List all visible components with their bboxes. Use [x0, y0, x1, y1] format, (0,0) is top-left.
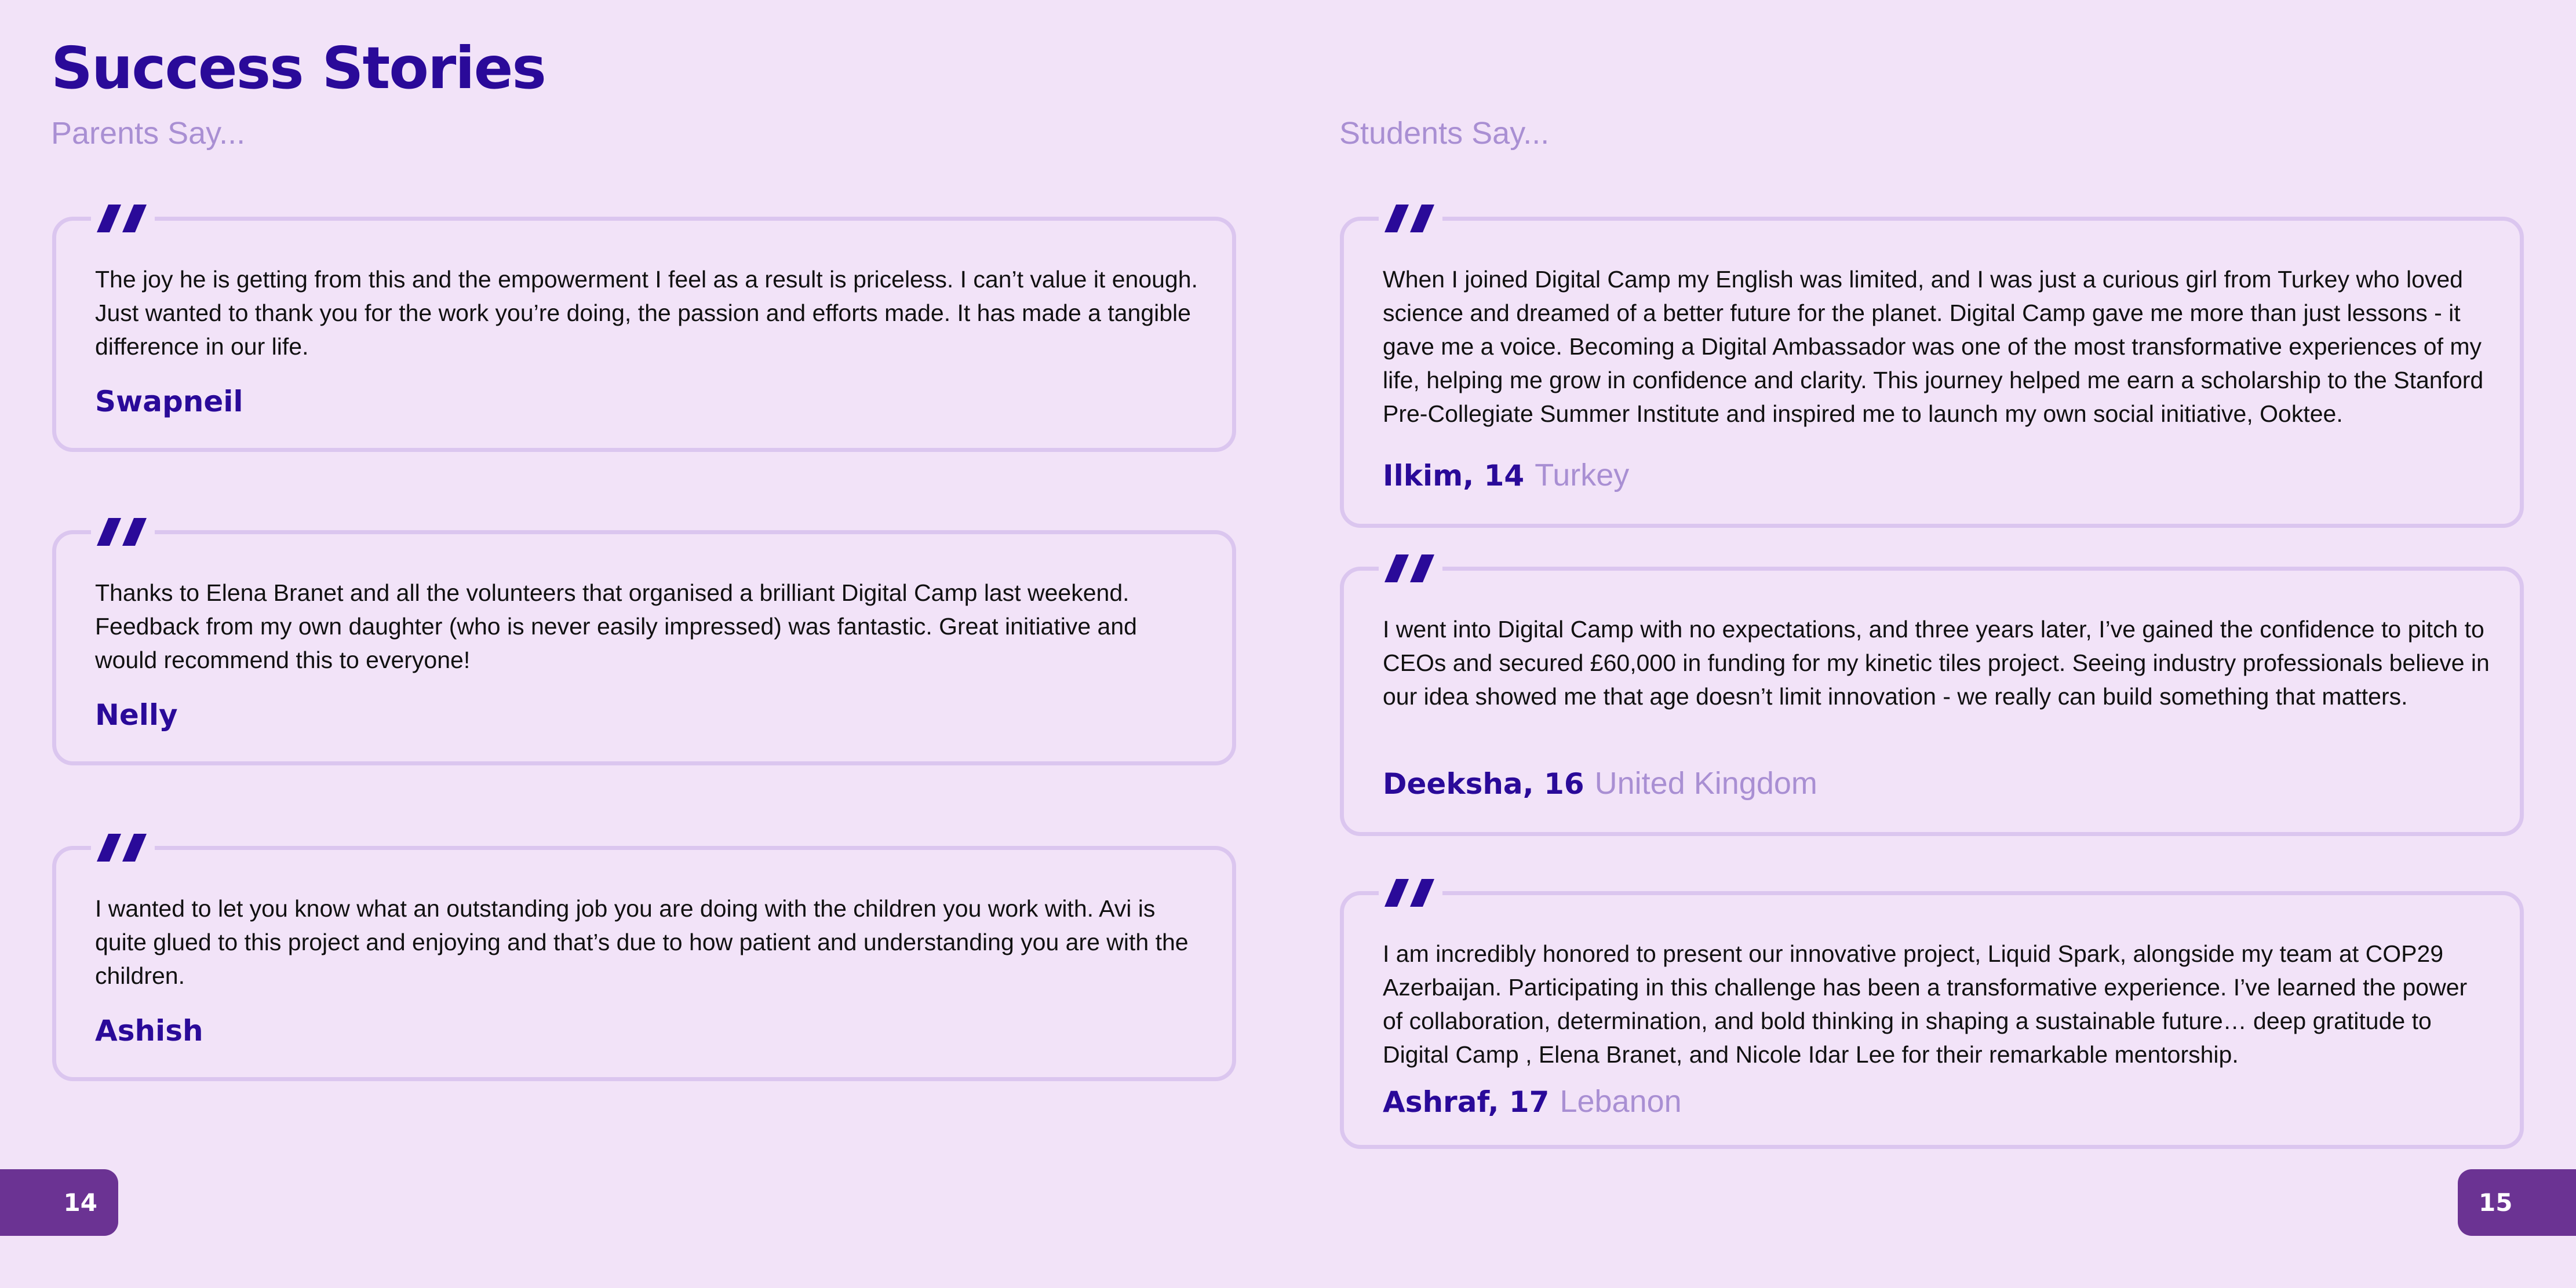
testimonial-author [95, 1013, 203, 1048]
page-number-left: 14 [0, 1169, 118, 1236]
quote-mark-icon [91, 516, 155, 548]
author-name: Ashraf, 17 [1383, 1085, 1550, 1119]
page-number-right: 15 [2458, 1169, 2576, 1236]
author-name: Ashish [95, 1014, 203, 1048]
parent-testimonial-card [52, 846, 1236, 1081]
testimonial-text: Thanks to Elena Branet and all the volunteers that organised a brilliant Digital Camp last weekend. Feedback from my own daughter (who is never easily impressed) was fantastic. Great initiative and would recommend this to everyone! [95, 579, 1137, 673]
testimonial-author [1383, 766, 1817, 801]
author-name: Ilkim, 14 [1383, 459, 1525, 492]
parent-testimonial-card [52, 530, 1236, 765]
quote-mark-icon [1379, 877, 1442, 908]
student-testimonial-card [1340, 891, 2524, 1149]
quote-mark-icon [1379, 553, 1442, 584]
quote-mark-icon [91, 832, 155, 863]
author-country: United Kingdom [1594, 766, 1817, 801]
testimonial-author [95, 698, 178, 732]
testimonial-text: The joy he is getting from this and the empowerment I feel as a result is priceless. I can’t value it enough. Just wanted to thank you for the work you’re doing, the passion and efforts made. It has made a tangible difference in our life. [95, 266, 1198, 360]
testimonial-author [95, 384, 243, 419]
author-country: Turkey [1535, 458, 1630, 492]
parent-testimonial-card [52, 217, 1236, 452]
author-name: Nelly [95, 698, 178, 732]
testimonial-author [1383, 458, 1629, 493]
student-testimonial-card [1340, 567, 2524, 836]
testimonial-text: I wanted to let you know what an outstanding job you are doing with the children you work with. Avi is quite glued to this project and enjoying and that’s due to how patient and understanding you are with the children. [95, 895, 1189, 989]
author-country: Lebanon [1560, 1084, 1682, 1119]
testimonial-text: I went into Digital Camp with no expectations, and three years later, I’ve gained the confidence to pitch to CEOs and secured £60,000 in funding for my kinetic tiles project. Seeing industry professionals believe in our idea showed me that age doesn’t limit innovation - we really can build something that matters. [1383, 616, 2490, 710]
quote-mark-icon [91, 203, 155, 234]
author-name: Deeksha, 16 [1383, 767, 1584, 801]
testimonial-author [1383, 1084, 1682, 1119]
page-title: Success Stories [51, 34, 545, 102]
parents-heading: Parents Say... [51, 116, 246, 151]
quote-mark-icon [1379, 203, 1442, 234]
student-testimonial-card [1340, 217, 2524, 528]
author-name: Swapneil [95, 385, 243, 418]
testimonial-text: I am incredibly honored to present our innovative project, Liquid Spark, alongside my team at COP29 Azerbaijan. Participating in this challenge has been a transformative experience. I’ve learned the power of collaboration, determination, and bold thinking in shaping a sustainable future… deep gratitude to Digital Camp , Elena Branet, and Nicole Idar Lee for their remarkable mentorship. [1383, 940, 2468, 1068]
students-heading: Students Say... [1339, 116, 1550, 151]
testimonial-text: When I joined Digital Camp my English was limited, and I was just a curious girl from Turkey who loved science and dreamed of a better future for the planet. Digital Camp gave me more than just lessons - it gave me a voice. Becoming a Digital Ambassador was one of the most transformative experiences of my life, helping me grow in confidence and clarity. This journey helped me earn a scholarship to the Stanford Pre-Collegiate Summer Institute and inspired me to launch my own social initiative, Ooktee. [1383, 266, 2484, 427]
